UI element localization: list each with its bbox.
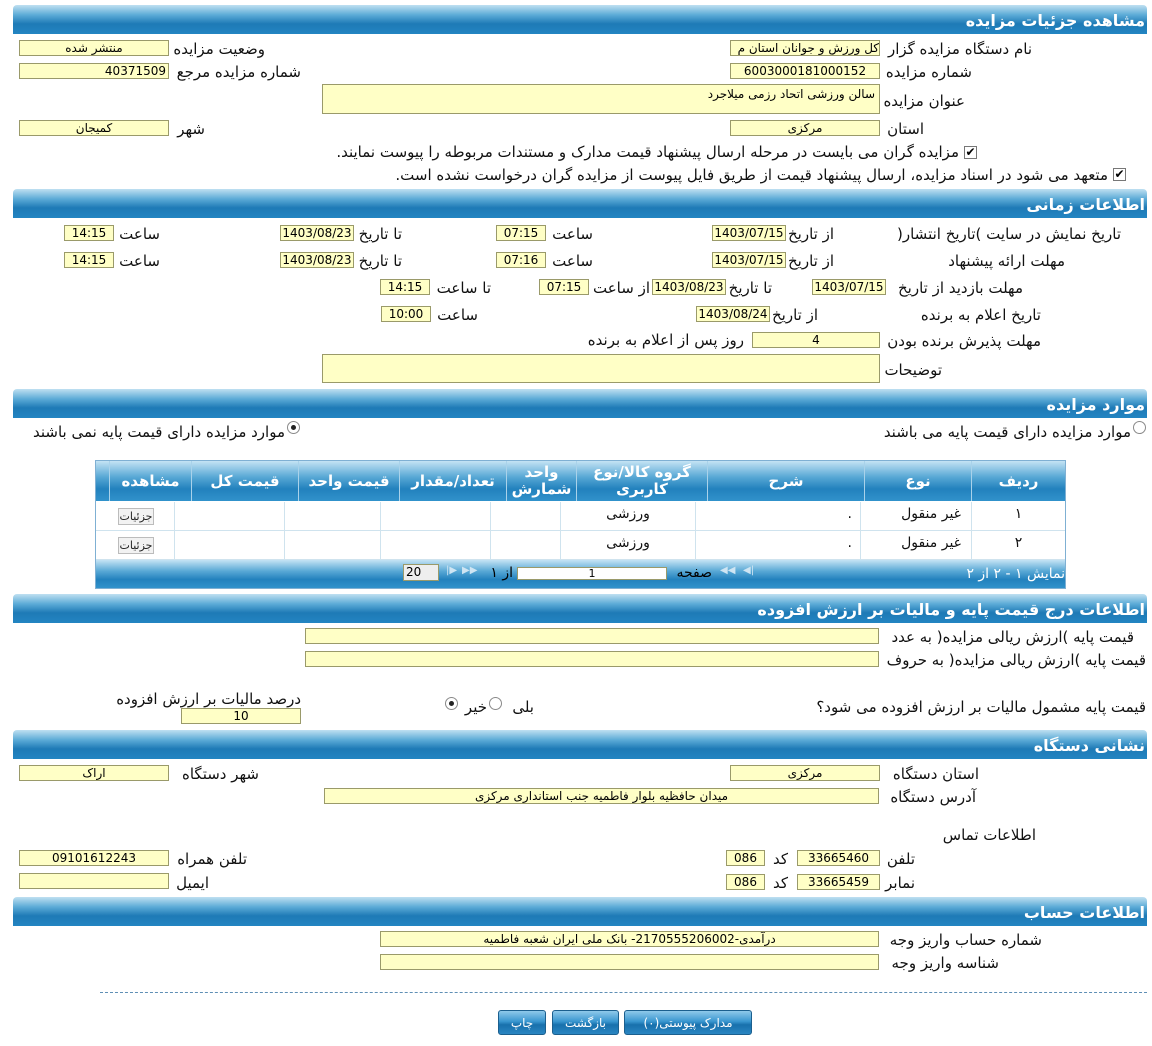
phone-label: تلفن — [886, 850, 915, 868]
fax-label: نمابر — [885, 874, 915, 892]
offer-to-time-field[interactable]: 14:15 — [64, 252, 114, 268]
col-view: مشاهده — [109, 461, 191, 501]
next-page-icon[interactable]: ▶▶ — [462, 565, 478, 576]
visit-deadline-label: مهلت بازدید — [948, 279, 1023, 297]
col-unit-price: قیمت واحد — [298, 461, 399, 501]
pager-page-label: صفحه — [676, 565, 712, 581]
title-field[interactable]: سالن ورزشی اتحاد رزمی میلاجرد — [322, 84, 880, 114]
offer-to-date-field[interactable]: 1403/08/23 — [280, 252, 354, 268]
accept-days-suffix: روز پس از اعلام به برنده — [587, 331, 744, 349]
section-header-account: اطلاعات حساب — [13, 897, 1147, 926]
display-from-date-label: از تاریخ — [787, 225, 834, 243]
vat-yes-radio[interactable] — [489, 697, 502, 710]
row-details-button[interactable]: جزئیات — [119, 539, 153, 552]
cell-group: ورزشی — [560, 531, 695, 559]
page-number-input[interactable]: 1 — [517, 567, 667, 580]
mobile-field[interactable]: 09101612243 — [19, 850, 169, 866]
org-name-label: نام دستگاه مزایده گزار — [887, 40, 1032, 58]
ref-no-field[interactable]: 40371509 — [19, 63, 169, 79]
title-label: عنوان مزایده — [883, 92, 965, 110]
vat-percent-field[interactable]: 10 — [181, 708, 301, 724]
display-from-time-field[interactable]: 07:15 — [496, 225, 546, 241]
cell-quantity — [380, 531, 490, 559]
status-field[interactable]: منتشر شده — [19, 40, 169, 56]
base-price-words-label: قیمت پایه )ارزش ریالی مزایده( به حروف — [886, 651, 1146, 669]
base-price-numeric-label: قیمت پایه )ارزش ریالی مزایده( به عدد — [891, 628, 1134, 646]
vat-question-label: قیمت پایه مشمول مالیات بر ارزش افزوده می شود؟ — [816, 698, 1146, 716]
offer-to-hour-label: ساعت — [119, 252, 160, 270]
offer-from-time-field[interactable]: 07:16 — [496, 252, 546, 268]
section-header-address: نشانی دستگاه — [13, 730, 1147, 759]
email-field[interactable] — [19, 873, 169, 889]
cell-unit-price — [284, 502, 380, 530]
offer-to-date-label: تا تاریخ — [358, 252, 402, 270]
display-to-hour-label: ساعت — [119, 225, 160, 243]
org-address-label: آدرس دستگاه — [890, 788, 976, 806]
has-base-price-radio[interactable] — [1133, 421, 1146, 434]
row-details-button[interactable]: جزئیات — [119, 510, 153, 523]
vat-no-label: خیر — [464, 698, 487, 716]
visit-from-time-field[interactable]: 07:15 — [539, 279, 589, 295]
col-row-number: ردیف — [971, 461, 1065, 501]
payment-id-field[interactable] — [380, 954, 879, 970]
divider — [100, 992, 1147, 993]
org-province-field[interactable]: مرکزی — [730, 765, 880, 781]
account-number-label: شماره حساب واریز وجه — [889, 931, 1042, 949]
cell-group: ورزشی — [560, 502, 695, 530]
fax-field[interactable]: 33665459 — [797, 874, 880, 890]
cell-row-number: ۱ — [971, 502, 1065, 530]
page-size-select[interactable]: 20 — [403, 564, 439, 581]
no-file-request-label: متعهد می شود در اسناد مزایده، ارسال پیشنهاد قیمت از طریق فایل پیوست از مزایده گران درخواست نشده است. — [395, 166, 1108, 184]
description-label: توضیحات — [884, 361, 942, 379]
prev-page-icon[interactable]: ◀◀ — [720, 565, 736, 576]
visit-to-date-label: تا تاریخ — [728, 279, 772, 297]
display-to-time-field[interactable]: 14:15 — [64, 225, 114, 241]
account-number-field[interactable]: درآمدی-2170555206002- بانک ملی ایران شعبه فاطمیه — [380, 931, 879, 947]
payment-id-label: شناسه واریز وجه — [891, 954, 999, 972]
base-price-words-field[interactable] — [305, 651, 879, 667]
contact-heading: اطلاعات تماس — [942, 826, 1036, 844]
attachments-button[interactable]: مدارک پیوستی(۰) — [624, 1010, 752, 1035]
visit-from-hour-label: از ساعت — [593, 279, 650, 297]
vat-no-radio[interactable] — [445, 697, 458, 710]
cell-quantity — [380, 502, 490, 530]
no-file-request-checkbox[interactable]: ✔ — [1114, 167, 1125, 181]
display-to-date-field[interactable]: 1403/08/23 — [280, 225, 354, 241]
org-city-label: شهر دستگاه — [181, 765, 259, 783]
col-total-price: قیمت کل — [191, 461, 298, 501]
cell-unit — [490, 531, 560, 559]
has-base-price-label: موارد مزایده دارای قیمت پایه می باشند — [883, 423, 1131, 441]
no-base-price-radio[interactable] — [287, 421, 300, 434]
province-field[interactable]: مرکزی — [730, 120, 880, 136]
announce-hour-label: ساعت — [437, 306, 478, 324]
section-header-items: موارد مزایده — [13, 389, 1147, 418]
no-base-price-label: موارد مزایده دارای قیمت پایه نمی باشند — [33, 423, 285, 441]
ref-no-label: شماره مزایده مرجع — [176, 63, 301, 81]
org-city-field[interactable]: اراک — [19, 765, 169, 781]
description-field[interactable] — [322, 354, 880, 383]
attach-docs-label: مزایده گران می بایست در مرحله ارسال پیشنهاد قیمت مدارک و مستندات مربوطه را پیوست نمایند. — [336, 143, 959, 161]
display-date-label: تاریخ نمایش در سایت )تاریخ انتشار( — [897, 225, 1121, 243]
offer-from-hour-label: ساعت — [552, 252, 593, 270]
cell-type: غیر منقول — [860, 502, 971, 530]
auction-no-label: شماره مزایده — [885, 63, 972, 81]
display-from-hour-label: ساعت — [552, 225, 593, 243]
table-pager — [96, 560, 1065, 588]
org-name-field[interactable]: کل ورزش و جوانان استان م — [730, 40, 880, 56]
auction-no-field[interactable]: 6003000181000152 — [730, 63, 880, 79]
first-page-icon[interactable]: |◀ — [743, 565, 755, 576]
phone-field[interactable]: 33665460 — [797, 850, 880, 866]
back-button[interactable]: بازگشت — [552, 1010, 619, 1035]
city-field[interactable]: کمیجان — [19, 120, 169, 136]
section-header-details: مشاهده جزئیات مزایده — [13, 5, 1147, 34]
announce-date-field[interactable]: 1403/08/24 — [696, 306, 770, 322]
col-group: گروه کالا/نوع کاربری — [576, 461, 707, 501]
col-quantity: تعداد/مقدار — [399, 461, 506, 501]
province-label: استان — [887, 120, 924, 138]
org-province-label: استان دستگاه — [892, 765, 979, 783]
mobile-label: تلفن همراه — [177, 850, 247, 868]
fax-code-field[interactable]: 086 — [726, 874, 765, 890]
email-label: ایمیل — [176, 874, 209, 892]
visit-to-date-field[interactable]: 1403/08/23 — [652, 279, 726, 295]
cell-total-price — [174, 502, 284, 530]
section-header-base-price: اطلاعات درج قیمت پایه و مالیات بر ارزش افزوده — [13, 594, 1147, 623]
pager-of-label: از ۱ — [490, 565, 513, 581]
accept-deadline-label: مهلت پذیرش برنده بودن — [887, 332, 1041, 350]
table-row — [96, 502, 1065, 531]
announce-date-label: تاریخ اعلام به برنده — [920, 306, 1041, 324]
col-unit: واحد شمارش — [506, 461, 576, 501]
print-button[interactable]: چاپ — [498, 1010, 546, 1035]
announce-from-date-label: از تاریخ — [771, 306, 818, 324]
items-table-header — [96, 461, 1065, 501]
phone-code-field[interactable]: 086 — [726, 850, 765, 866]
display-to-date-label: تا تاریخ — [358, 225, 402, 243]
vat-percent-label: درصد مالیات بر ارزش افزوده — [116, 690, 301, 708]
cell-unit-price — [284, 531, 380, 559]
vat-yes-label: بلی — [512, 698, 534, 716]
col-description: شرح — [707, 461, 864, 501]
offer-deadline-label: مهلت ارائه پیشنهاد — [948, 252, 1065, 270]
cell-unit — [490, 502, 560, 530]
section-header-timing: اطلاعات زمانی — [13, 189, 1147, 218]
display-from-date-field[interactable]: 1403/07/15 — [712, 225, 786, 241]
org-address-field[interactable]: میدان حافظیه بلوار فاطمیه جنب استانداری مرکزی — [324, 788, 879, 804]
last-page-icon[interactable]: ▶| — [446, 565, 458, 576]
visit-to-time-field[interactable]: 14:15 — [380, 279, 430, 295]
announce-time-field[interactable]: 10:00 — [381, 306, 431, 322]
col-type: نوع — [864, 461, 971, 501]
cell-description: . — [695, 531, 860, 559]
phone-code-label: کد — [772, 850, 788, 868]
visit-from-date-field[interactable]: 1403/07/15 — [812, 279, 886, 295]
cell-description: . — [695, 502, 860, 530]
cell-row-number: ۲ — [971, 531, 1065, 559]
visit-from-date-label: از تاریخ — [897, 279, 944, 297]
city-label: شهر — [177, 120, 205, 138]
accept-days-field[interactable]: 4 — [752, 332, 880, 348]
cell-total-price — [174, 531, 284, 559]
pager-summary: نمایش ۱ - ۲ از ۲ — [966, 566, 1065, 582]
table-row — [96, 531, 1065, 560]
offer-from-date-label: از تاریخ — [787, 252, 834, 270]
offer-from-date-field[interactable]: 1403/07/15 — [712, 252, 786, 268]
attach-docs-checkbox[interactable]: ✔ — [965, 145, 976, 159]
cell-type: غیر منقول — [860, 531, 971, 559]
fax-code-label: کد — [772, 874, 788, 892]
status-label: وضعیت مزایده — [173, 40, 265, 58]
base-price-numeric-field[interactable] — [305, 628, 879, 644]
items-table — [95, 460, 1066, 589]
visit-to-hour-label: تا ساعت — [436, 279, 491, 297]
